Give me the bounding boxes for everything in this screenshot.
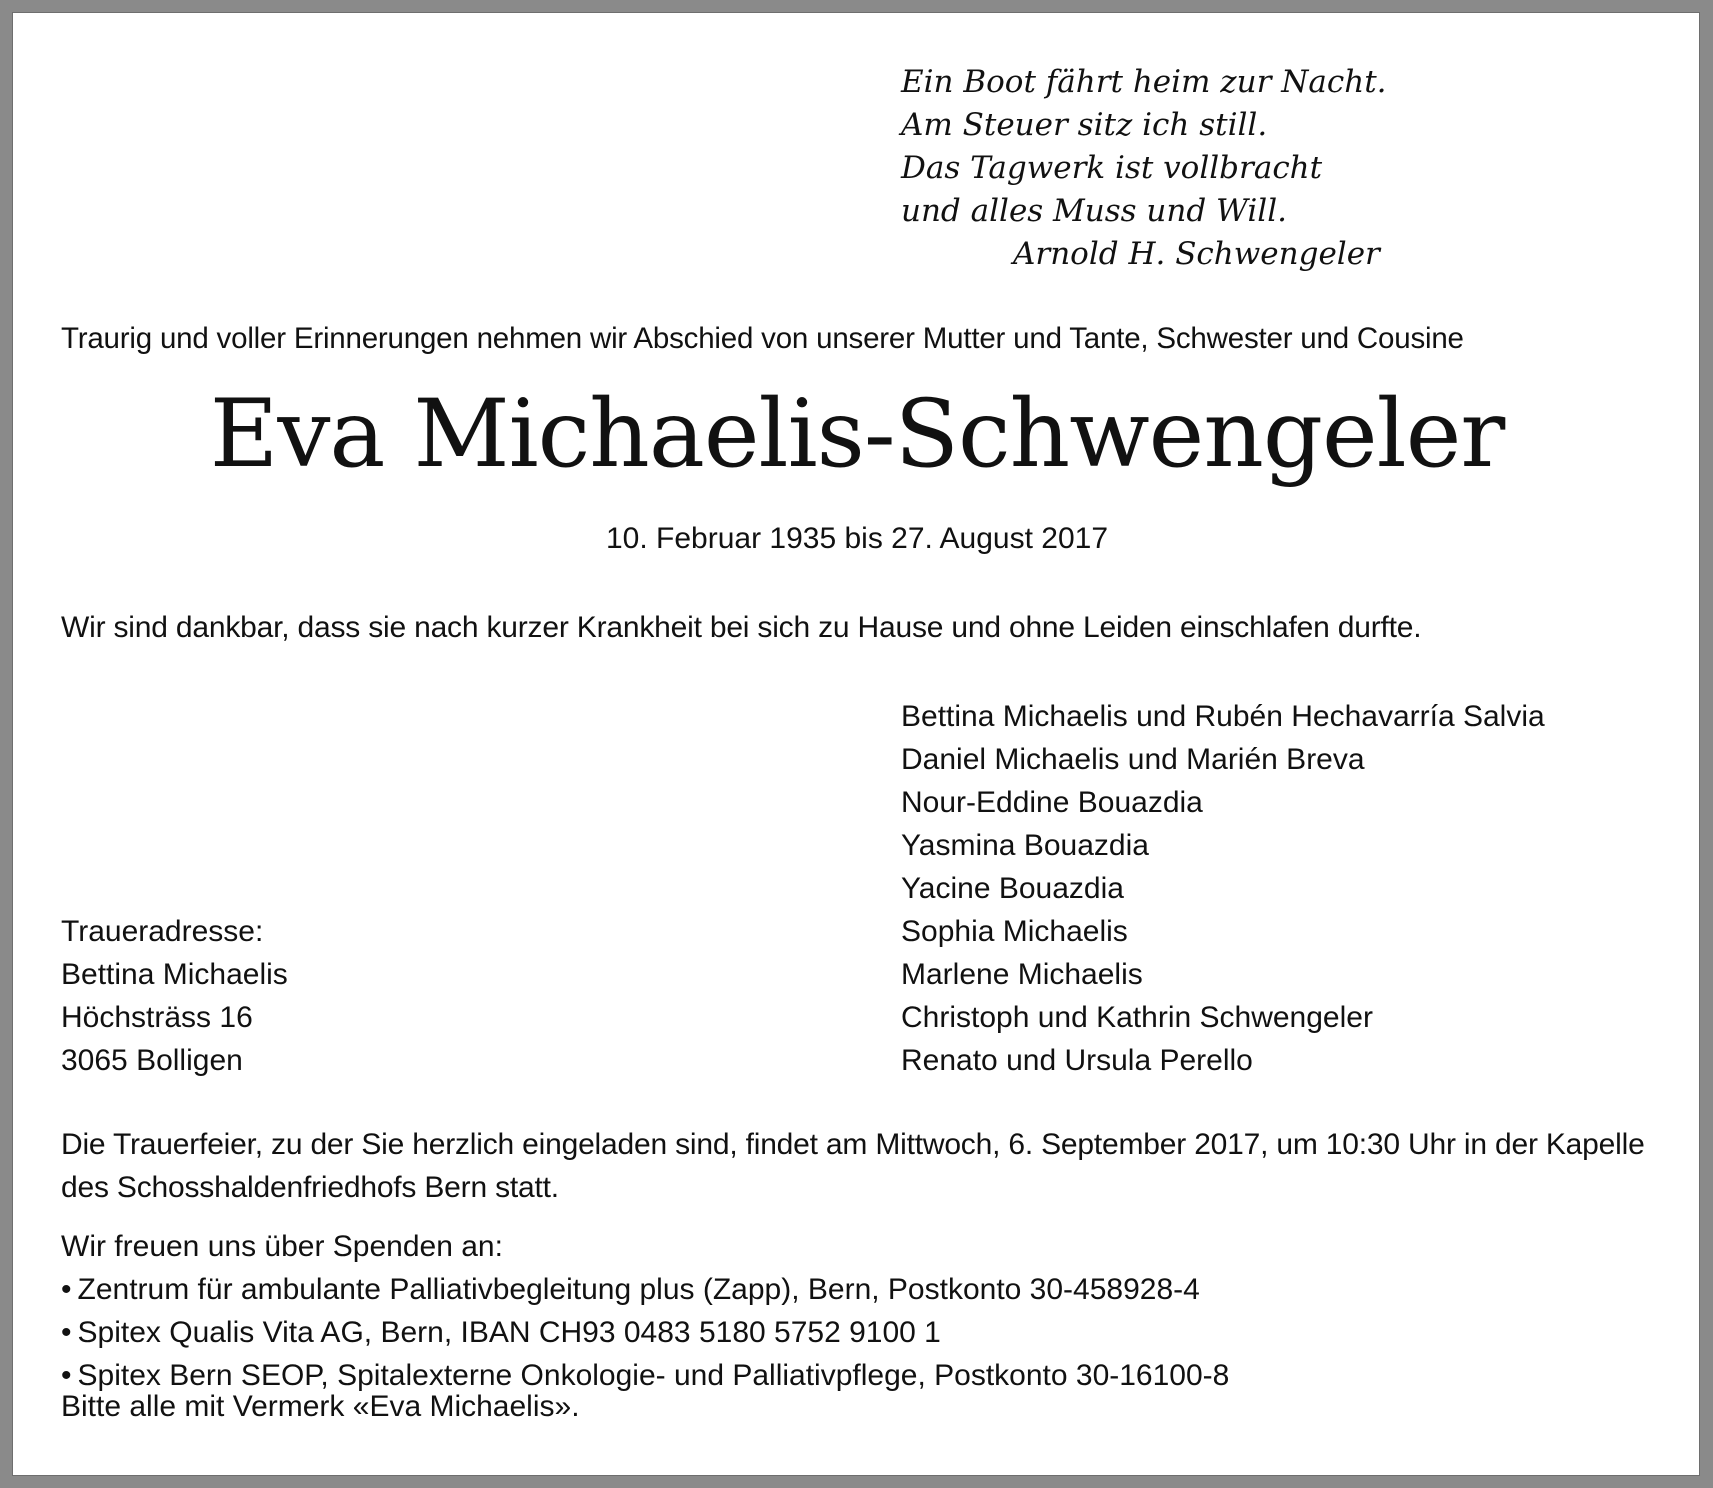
donation-item	[61, 1311, 1229, 1354]
bullet-icon: •	[61, 1359, 72, 1392]
mourner-item: Christoph und Kathrin Schwengeler	[901, 1001, 1373, 1034]
mourner-item: Yacine Bouazdia	[901, 872, 1124, 905]
donation-text: Spitex Qualis Vita AG, Bern, IBAN CH93 0483 5180 5752 9100 1	[77, 1316, 941, 1349]
thanks-text: Wir sind dankbar, dass sie nach kurzer Krankheit bei sich zu Hause und ohne Leiden einschlafen durfte.	[61, 611, 1422, 644]
donations-intro: Wir freuen uns über Spenden an:	[61, 1230, 503, 1263]
mourner-item: Bettina Michaelis und Rubén Hechavarría Salvia	[901, 700, 1545, 733]
donation-text: Spitex Bern SEOP, Spitalexterne Onkologie- und Palliativpflege, Postkonto 30-16100-8	[77, 1359, 1230, 1392]
closing-note: Bitte alle mit Vermerk «Eva Michaelis».	[61, 1390, 580, 1423]
mourners-list	[901, 695, 1545, 1082]
donations-list	[61, 1268, 1229, 1397]
deceased-name: Eva Michaelis-Schwengeler	[209, 380, 1505, 489]
address-street: Höchsträss 16	[61, 1001, 253, 1034]
mourning-address	[61, 910, 288, 1082]
mourner-item: Marlene Michaelis	[901, 958, 1143, 991]
intro-text: Traurig und voller Erinnerungen nehmen wir Abschied von unserer Mutter und Tante, Schwester und Cousine	[61, 322, 1464, 355]
donation-item	[61, 1268, 1229, 1311]
mourner-item: Renato und Ursula Perello	[901, 1044, 1253, 1077]
poem-line: Am Steuer sitz ich still.	[901, 107, 1268, 143]
bullet-icon: •	[61, 1316, 72, 1349]
life-dates: 10. Februar 1935 bis 27. August 2017	[605, 522, 1109, 555]
ceremony-text: Die Trauerfeier, zu der Sie herzlich eingeladen sind, findet am Mittwoch, 6. September 2017, um 10:30 Uhr in der Kapelle des Schosshaldenfriedhofs Bern statt.	[61, 1128, 1645, 1204]
mourner-item: Daniel Michaelis und Marién Breva	[901, 743, 1365, 776]
address-name: Bettina Michaelis	[61, 958, 288, 991]
address-label: Traueradresse:	[61, 915, 264, 948]
poem-line: und alles Muss und Will.	[901, 193, 1287, 229]
donations	[61, 1225, 1229, 1397]
poem-author: Arnold H. Schwengeler	[1013, 236, 1380, 272]
bullet-icon: •	[61, 1273, 72, 1306]
mourner-item: Yasmina Bouazdia	[901, 829, 1149, 862]
poem	[901, 61, 1387, 276]
address-city: 3065 Bolligen	[61, 1044, 243, 1077]
poem-line: Ein Boot fährt heim zur Nacht.	[901, 64, 1387, 100]
donation-text: Zentrum für ambulante Palliativbegleitung plus (Zapp), Bern, Postkonto 30-458928-4	[77, 1273, 1200, 1306]
mourner-item: Sophia Michaelis	[901, 915, 1128, 948]
mourner-item: Nour-Eddine Bouazdia	[901, 786, 1203, 819]
obituary-sheet	[12, 12, 1700, 1476]
poem-line: Das Tagwerk ist vollbracht	[901, 150, 1323, 186]
